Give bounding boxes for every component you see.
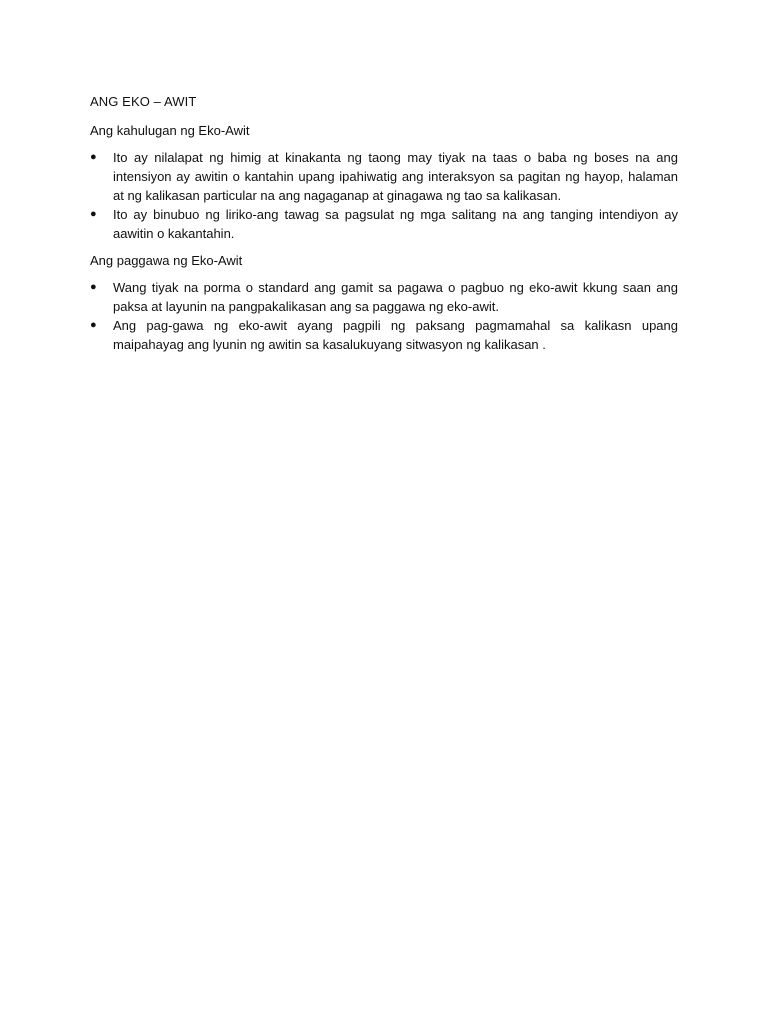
document-title: ANG EKO – AWIT xyxy=(90,94,197,109)
list-item xyxy=(90,205,678,243)
section-heading-kahulugan: Ang kahulugan ng Eko-Awit xyxy=(90,123,250,138)
bullet-icon: ● xyxy=(90,151,97,163)
section-heading-paggawa: Ang paggawa ng Eko-Awit xyxy=(90,253,243,268)
bullet-icon: ● xyxy=(90,208,97,220)
bullet-list-paggawa xyxy=(90,278,678,354)
bullet-text: Ito ay nilalapat ng himig at kinakanta ng taong may tiyak na taas o baba ng boses na ang intensiyon ay awitin o kantahin upang ipahiwatig ang interaksyon sa pagitan ng hayop, halaman at ng kalikasan particular na ang nagaganap at ginagawa ng tao sa kalikasan. xyxy=(113,150,678,203)
bullet-list-kahulugan xyxy=(90,148,678,243)
document-page xyxy=(90,92,678,362)
list-item xyxy=(90,278,678,316)
bullet-text: Ang pag-gawa ng eko-awit ayang pagpili ng paksang pagmamahal sa kalikasn upang maipahayag ang lyunin ng awitin sa kasalukuyang sitwasyon ng kalikasan . xyxy=(113,318,678,352)
bullet-icon: ● xyxy=(90,281,97,293)
list-item xyxy=(90,148,678,205)
bullet-text: Ito ay binubuo ng liriko-ang tawag sa pagsulat ng mga salitang na ang tanging intendiyon ay aawitin o kakantahin. xyxy=(113,207,678,241)
bullet-icon: ● xyxy=(90,319,97,331)
bullet-text: Wang tiyak na porma o standard ang gamit sa pagawa o pagbuo ng eko-awit kkung saan ang paksa at layunin na pangpakalikasan ang sa paggawa ng eko-awit. xyxy=(113,280,678,314)
list-item xyxy=(90,316,678,354)
